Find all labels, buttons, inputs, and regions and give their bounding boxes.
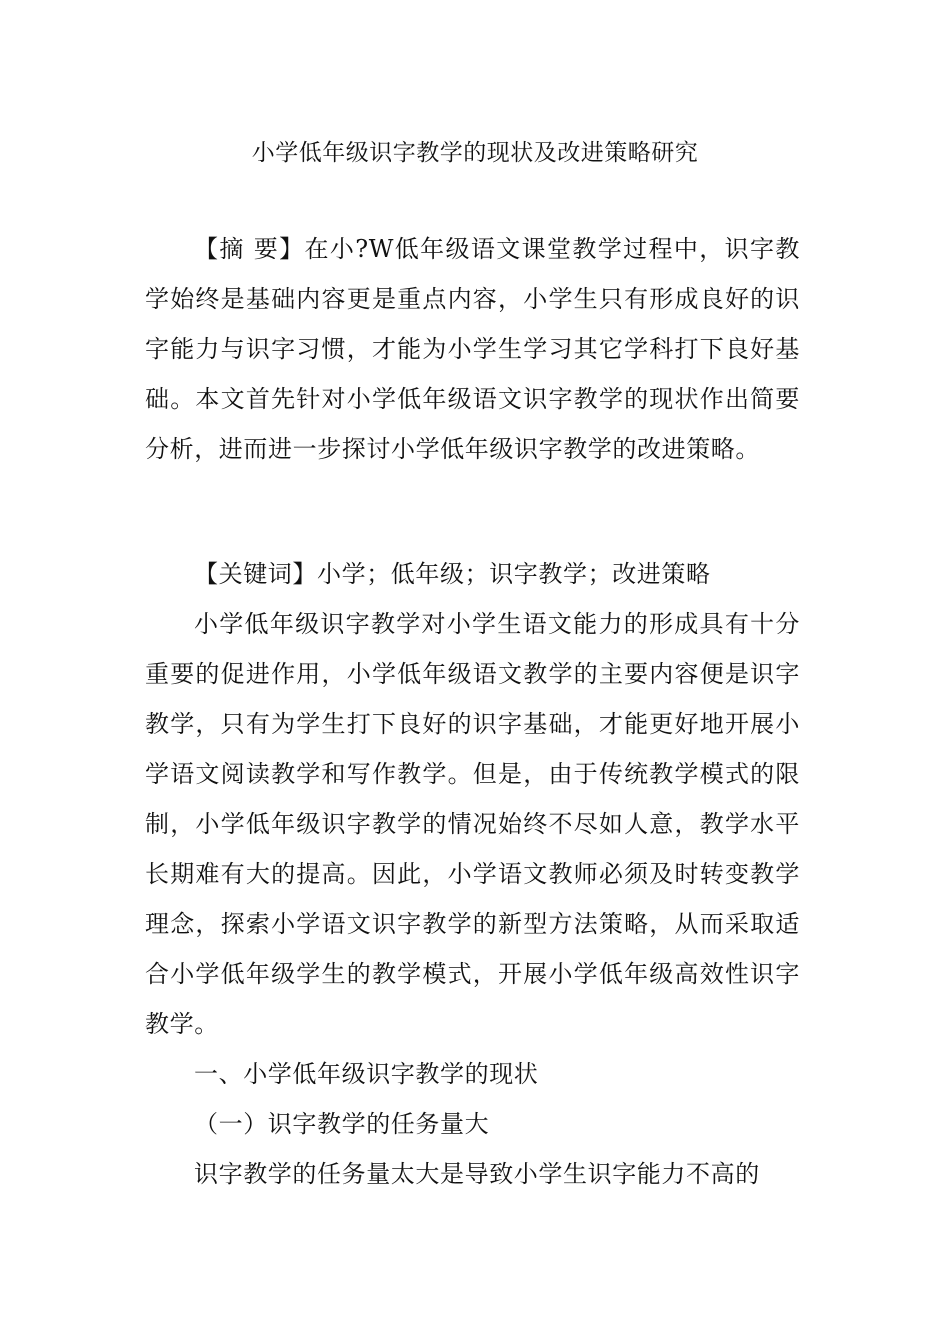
section-heading: 一、小学低年级识字教学的现状 [194,1060,539,1088]
keywords-text: 小学；低年级；识字教学；改进策略 [317,560,711,588]
keywords-line [145,549,800,599]
abstract-label: 【摘 要】 [194,235,305,263]
keywords-label: 【关键词】 [194,560,317,588]
intro-paragraph: 小学低年级识字教学对小学生语文能力的形成具有十分重要的促进作用，小学低年级语文教学的主要内容便是识字教学，只有为学生打下良好的识字基础，才能更好地开展小学语文阅读教学和写作教学。但是，由于传统教学模式的限制，小学低年级识字教学的情况始终不尽如人意，教学水平长期难有大的提高。因此，小学语文教师必须及时转变教学理念，探索小学语文识字教学的新型方法策略，从而采取适合小学低年级学生的教学模式，开展小学低年级高效性识字教学。 [145,610,800,1038]
subsection-paragraph: 识字教学的任务量太大是导致小学生识字能力不高的 [194,1160,760,1188]
document-title: 小学低年级识字教学的现状及改进策略研究 [251,140,699,166]
subsection-heading: （一）识字教学的任务量大 [194,1110,490,1138]
abstract-text: 在小?W低年级语文课堂教学过程中，识字教学始终是基础内容更是重点内容，小学生只有形成良好的识字能力与识字习惯，才能为小学生学习其它学科打下良好基础。本文首先针对小学低年级语文识字教学的现状作出简要分析，进而进一步探讨小学低年级识字教学的改进策略。 [145,235,800,463]
abstract-paragraph [145,224,800,474]
